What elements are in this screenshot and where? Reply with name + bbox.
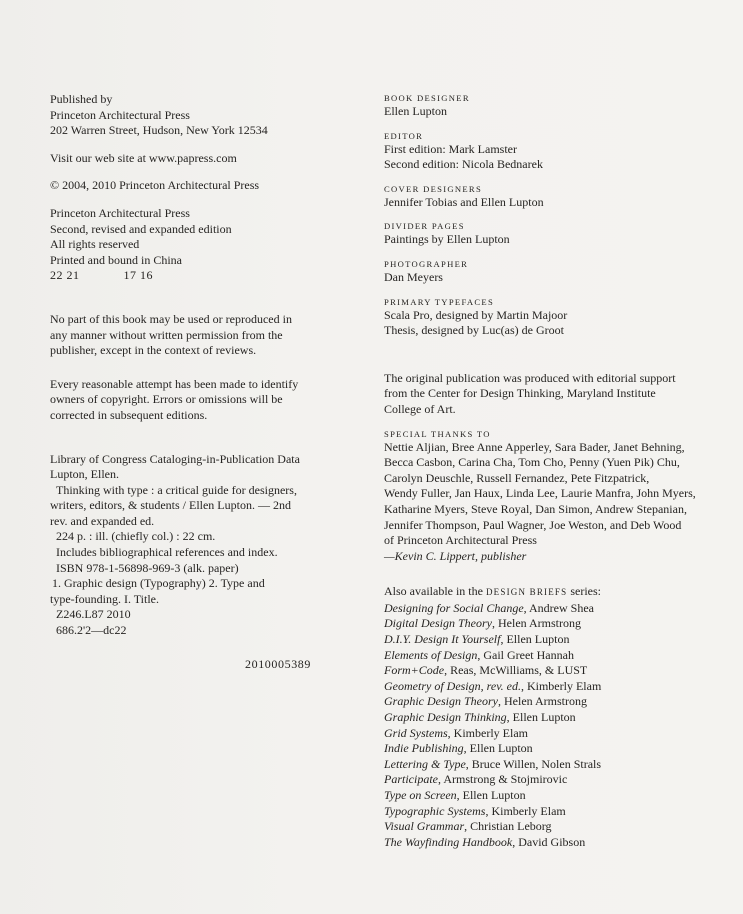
cip-line: Lupton, Ellen. [50,467,119,482]
book-author: , Kimberly Elam [447,725,528,740]
also-list-item [384,835,719,851]
thanks-signature: —Kevin C. Lippert, publisher [384,548,527,563]
book-title: Designing for Social Change [384,600,524,615]
cip-line: 686.2'2—dc22 [56,623,127,638]
copyright-line: © 2004, 2010 Princeton Architectural Press [50,178,260,193]
book-author: , Christian Leborg [464,819,552,834]
book-title: Indie Publishing [384,741,464,756]
cover-label: COVER DESIGNERS [384,183,483,194]
book-author: , Armstrong & Stojmirovic [438,772,568,787]
thanks-label: SPECIAL THANKS TO [384,428,491,439]
cip-line: ISBN 978-1-56898-969-3 (alk. paper) [56,560,239,575]
also-list-item [384,819,719,835]
editor-first: First edition: Mark Lamster [384,141,517,156]
photographer-label: PHOTOGRAPHER [384,258,469,269]
book-title: Form+Code [384,663,445,678]
cip-line: writers, editors, & students / Ellen Lupton. — 2nd [50,498,291,513]
also-list-item [384,679,719,695]
book-author: , Ellen Lupton [463,741,533,756]
also-list-item [384,710,719,726]
left-column [50,92,350,651]
print-numbers-b: 17 16 [123,268,153,283]
book-title: Digital Design Theory [384,616,492,631]
typefaces-block [384,296,719,339]
rights-line: publisher, except in the context of reviews. [50,343,257,358]
also-list-item [384,772,719,788]
book-title: Graphic Design Thinking [384,710,507,725]
thanks-line: Katharine Myers, Steve Royal, Dan Simon, Andrew Stepanian, [384,501,687,516]
also-list-item [384,601,719,617]
cip-line: 224 p. : ill. (chiefly col.) : 22 cm. [56,529,216,544]
also-list-item [384,648,719,664]
lccn-number: 2010005389 [245,657,311,671]
book-author: , Ellen Lupton [506,710,576,725]
also-intro-c: series: [570,584,602,599]
printed-in: Printed and bound in China [50,252,182,267]
attempt-block [50,377,350,424]
also-list-item [384,694,719,710]
thanks-line: Wendy Fuller, Jan Haux, Linda Lee, Laurie Manfra, John Myers, [384,486,696,501]
also-available-block [384,584,719,850]
editor-second: Second edition: Nicola Bednarek [384,157,543,172]
photographer-block [384,258,719,286]
divider-label: DIVIDER PAGES [384,221,465,232]
book-author: , Andrew Shea [523,600,594,615]
also-list-item [384,726,719,742]
also-list-item [384,741,719,757]
website-block [50,151,350,167]
also-list-item [384,616,719,632]
also-list [384,601,719,851]
attempt-line: corrected in subsequent editions. [50,407,208,422]
cip-line: rev. and expanded ed. [50,513,155,528]
photographer-value: Dan Meyers [384,269,443,284]
rights-line: No part of this book may be used or reproduced in [50,311,292,326]
support-block [384,371,719,418]
cip-line: type-founding. I. Title. [50,591,160,606]
thanks-line: Nettie Aljian, Bree Anne Apperley, Sara Bader, Janet Behning, [384,439,685,454]
divider-value: Paintings by Ellen Lupton [384,232,510,247]
attempt-line: Every reasonable attempt has been made to identify [50,376,299,391]
thanks-line: of Princeton Architectural Press [384,533,537,548]
book-designer-value: Ellen Lupton [384,104,447,118]
cip-line: Includes bibliographical references and index. [56,545,278,560]
publisher-block [50,92,350,139]
copyright-block [50,178,350,194]
book-title: Participate [384,772,438,787]
also-intro-a: Also available in the [384,584,483,599]
book-author: , Kimberly Elam [485,803,566,818]
right-column [384,92,719,860]
website-line: Visit our web site at www.papress.com [50,150,237,165]
rights-reserved: All rights reserved [50,237,140,252]
cover-block [384,183,719,211]
edition-block [50,206,350,284]
cip-line: Thinking with type : a critical guide for designers, [56,482,297,497]
also-list-item [384,757,719,773]
book-author: , Ellen Lupton [456,788,526,802]
editor-block [384,130,719,173]
edition-publisher: Princeton Architectural Press [50,205,190,220]
book-author: , Ellen Lupton [500,632,570,647]
publisher-line: Published by [50,92,113,106]
book-title: The Wayfinding Handbook [384,834,513,849]
book-title: Elements of Design [384,647,478,662]
book-title: Geometry of Design, rev. ed. [384,678,521,693]
rights-block [50,312,350,359]
book-title: Graphic Design Theory [384,694,498,709]
cip-line: Library of Congress Cataloging-in-Publication Data [50,451,300,466]
book-title: Lettering & Type [384,756,466,771]
support-line: College of Art. [384,401,456,416]
thanks-line: Jennifer Thompson, Paul Wagner, Joe Weston, and Deb Wood [384,517,682,532]
book-title: D.I.Y. Design It Yourself [384,632,501,647]
cip-line: 1. Graphic design (Typography) 2. Type and [52,576,265,591]
divider-block [384,220,719,248]
attempt-line: owners of copyright. Errors or omissions will be [50,392,283,407]
editor-label: EDITOR [384,130,424,141]
book-designer-block [384,92,719,120]
book-title: Typographic Systems [384,803,486,818]
print-line [50,268,350,284]
book-title: Grid Systems [384,725,448,740]
book-author: , Reas, McWilliams, & LUST [444,663,588,678]
cover-value: Jennifer Tobias and Ellen Lupton [384,194,544,209]
thanks-line: Carolyn Deuschle, Russell Fernandez, Pete Fitzpatrick, [384,470,650,485]
cip-line: Z246.L87 2010 [56,607,131,622]
cip-block [50,452,350,639]
book-author: , David Gibson [512,834,586,849]
book-author: , Gail Greet Hannah [477,647,574,662]
book-designer-label: BOOK DESIGNER [384,93,470,103]
book-title: Visual Grammar [384,819,465,834]
series-name: DESIGN BRIEFS [485,587,568,598]
book-title: Type on Screen [384,788,457,802]
typeface-scala: Scala Pro, designed by Martin Majoor [384,307,568,322]
also-list-item [384,632,719,648]
book-author: , Kimberly Elam [520,678,602,693]
typeface-thesis: Thesis, designed by Luc(as) de Groot [384,323,564,338]
typefaces-label: PRIMARY TYPEFACES [384,296,495,307]
also-intro [384,584,719,601]
support-line: The original publication was produced with editorial support [384,370,676,385]
edition-info: Second, revised and expanded edition [50,221,232,236]
support-line: from the Center for Design Thinking, Maryland Institute [384,386,656,401]
rights-line: any manner without written permission from the [50,327,283,342]
thanks-block [384,428,719,565]
publisher-address: 202 Warren Street, Hudson, New York 12534 [50,123,268,138]
thanks-line: Becca Casbon, Carina Cha, Tom Cho, Penny (Yuen Pik) Chu, [384,455,680,470]
print-numbers-a: 22 21 [50,268,80,283]
also-list-item [384,804,719,820]
book-author: , Helen Armstrong [498,694,587,709]
also-list-item [384,788,719,804]
book-author: , Helen Armstrong [492,616,581,631]
publisher-name: Princeton Architectural Press [50,107,190,122]
also-list-item [384,663,719,679]
book-author: , Bruce Willen, Nolen Strals [465,756,602,771]
